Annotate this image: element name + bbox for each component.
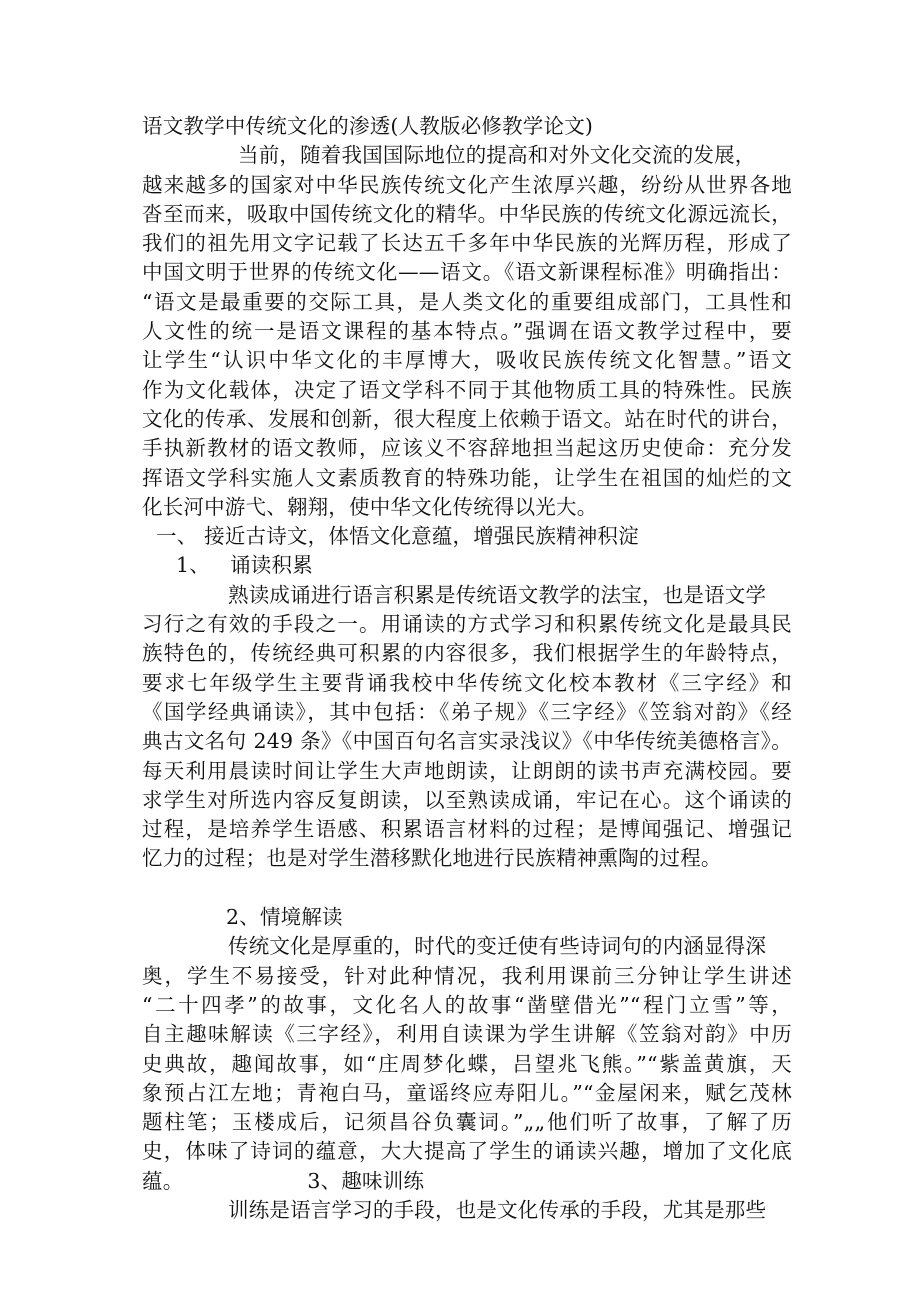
paragraph-line: 我们的祖先用文字记载了长达五千多年中华民族的光辉历程，形成了 <box>142 231 792 256</box>
paragraph-line: 让学生“认识中华文化的丰厚博大，吸收民族传统文化智慧。”语文 <box>142 348 792 373</box>
paragraph-line: 象预占江左地；青袍白马，童谣终应寿阳儿。”“金屋闲来，赋乞茂林 <box>142 1080 792 1105</box>
paragraph-line: 越来越多的国家对中华民族传统文化产生浓厚兴趣，纷纷从世界各地 <box>142 172 792 197</box>
paragraph-line: 挥语文学科实施人文素质教育的特殊功能，让学生在祖国的灿烂的文 <box>142 465 792 490</box>
paragraph-line: 族特色的，传统经典可积累的内容很多，我们根据学生的年龄特点， <box>142 641 792 666</box>
paragraph-line: “语文是最重要的交际工具，是人类文化的重要组成部门，工具性和 <box>142 289 792 314</box>
paragraph-line: 作为文化载体，决定了语文学科不同于其他物质工具的特殊性。民族 <box>142 377 792 402</box>
paragraph-line: 奥，学生不易接受，针对此种情况，我利用课前三分钟让学生讲述 <box>142 963 792 988</box>
document-title: 语文教学中传统文化的渗透(人教版必修教学论文) <box>142 114 594 138</box>
paragraph-line: 文化的传承、发展和创新，很大程度上依赖于语文。站在时代的讲台， <box>142 406 792 431</box>
paragraph-line: 人文性的统一是语文课程的基本特点。”强调在语文教学过程中，要 <box>142 319 792 344</box>
paragraph-line: 传统文化是厚重的，时代的变迁使有些诗词句的内涵显得深 <box>228 934 767 959</box>
paragraph-line: 中国文明于世界的传统文化——语文。《语文新课程标准》明确指出： <box>142 260 792 285</box>
subsection-heading-training: 3、趣味训练 <box>307 1168 425 1193</box>
paragraph-line: 训练是语言学习的手段，也是文化传承的手段，尤其是那些 <box>228 1197 767 1222</box>
subsection-heading-recitation: 1、 诵读积累 <box>176 553 313 578</box>
paragraph-line: 题柱笔；玉楼成后，记须昌谷负囊词。”„„他们听了故事，了解了历 <box>142 1110 792 1135</box>
training-paragraph <box>142 1196 792 1225</box>
paragraph-line <box>142 1167 792 1196</box>
paragraph-line: 习行之有效的手段之一。用诵读的方式学习和积累传统文化是最具民 <box>142 612 792 637</box>
intro-paragraph <box>142 141 792 522</box>
paragraph-line: 忆力的过程；也是对学生潜移默化地进行民族精神熏陶的过程。 <box>142 846 722 871</box>
section-heading: 一、 接近古诗文，体悟文化意蕴，增强民族精神积淀 <box>156 524 639 549</box>
recitation-paragraph <box>142 581 792 874</box>
paragraph-line: 沓至而来，吸取中国传统文化的精华。中华民族的传统文化源远流长， <box>142 201 792 226</box>
paragraph-line: “二十四孝”的故事，文化名人的故事“凿壁借光”“程门立雪”等， <box>142 992 792 1017</box>
paragraph-line: 求学生对所选内容反复朗读，以至熟读成诵，牢记在心。这个诵读的 <box>142 787 792 812</box>
paragraph-line: 《国学经典诵读》，其中包括：《弟子规》《三字经》《笠翁对韵》《经 <box>142 699 792 724</box>
paragraph-line: 每天利用晨读时间让学生大声地朗读，让朗朗的读书声充满校园。要 <box>142 758 792 783</box>
paragraph-line: 当前，随着我国国际地位的提高和对外文化交流的发展， <box>238 143 756 168</box>
paragraph-line: 史典故，趣闻故事，如“庄周梦化蝶，吕望兆飞熊。”“紫盖黄旗，天 <box>142 1051 792 1076</box>
paragraph-line: 化长河中游弋、翱翔，使中华文化传统得以光大。 <box>142 494 598 519</box>
paragraph-line: 要求七年级学生主要背诵我校中华传统文化校本教材《三字经》和 <box>142 670 792 695</box>
paragraph-line: 典古文名句 249 条》《中国百句名言实录浅议》《中华传统美德格言》。 <box>142 729 792 754</box>
situational-paragraph <box>142 932 792 1196</box>
paragraph-line: 手执新教材的语文教师，应该义不容辞地担当起这历史使命：充分发 <box>142 436 792 461</box>
document-page <box>142 112 792 1225</box>
paragraph-line: 自主趣味解读《三字经》，利用自读课为学生讲解《笠翁对韵》中历 <box>142 1022 792 1047</box>
blank-line <box>142 874 792 903</box>
paragraph-line: 熟读成诵进行语言积累是传统语文教学的法宝，也是语文学 <box>228 582 767 607</box>
paragraph-end-text: 蕴。 <box>142 1168 184 1193</box>
paragraph-line: 过程，是培养学生语感、积累语言材料的过程；是博闻强记、增强记 <box>142 817 792 842</box>
subsection-heading-situational: 2、情境解读 <box>226 905 343 930</box>
paragraph-line: 史，体味了诗词的蕴意，大大提高了学生的诵读兴趣，增加了文化底 <box>142 1139 792 1164</box>
